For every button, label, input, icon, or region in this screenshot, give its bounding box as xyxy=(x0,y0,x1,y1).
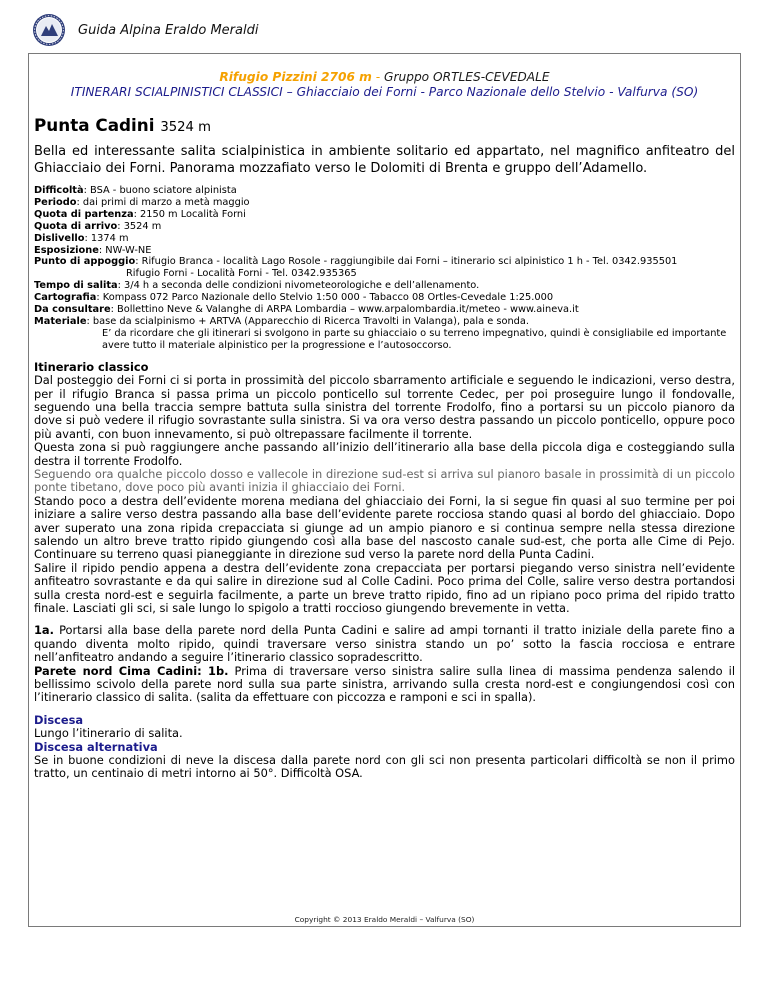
page-header xyxy=(32,12,258,48)
route-title xyxy=(34,114,735,139)
fact-gear-note: E’ da ricordare che gli itinerari si svolgono in parte su ghiacciaio o su terreno impegnativo, quindi è consigliabile ed importante avere tutto il materiale alpinistico per la progressione e l’autosoccorso. xyxy=(102,327,727,351)
banner-separator: - xyxy=(371,70,385,84)
classic-p1: Dal posteggio dei Forni ci si porta in prossimità del piccolo sbarramento artificiale e seguendo le indicazioni, verso destra, per il rifugio Branca si passa prima un piccolo ponticello sul torrente Cedec, per poi proseguire lungo il fondovalle, seguendo una bella traccia sempre battuta sulla sinistra del torrente Frodolfo, fino a portarsi su un piccolo pianoro da dove si può vedere il rifugio sovrastante sulla sinistra. Si va ora verso destra passando un piccolo ponticello, oppure poco più avanti, con buon innevamento, si può oltrepassare facilmente il torrente. xyxy=(34,373,735,441)
descent-alt-text: Se in buone condizioni di neve la discesa dalla parete nord con gli sci non presenta particolari difficoltà se non il primo tratto, un centinaio di metri intorno ai 50°. Difficoltà OSA. xyxy=(34,753,735,781)
fact-consult: Da consultare: Bollettino Neve & Valanghe di ARPA Lombardia – www.arpalombardia.it/meteo - www.aineva.it xyxy=(34,304,579,316)
header-title: Guida Alpina Eraldo Meraldi xyxy=(78,22,259,38)
fact-support: Punto di appoggio: Rifugio Branca - località Lago Rosole - raggiungibile dai Forni – itinerario sci alpinistico 1 h - Tel. 0342.935501 xyxy=(34,256,678,268)
route-intro: Bella ed interessante salita scialpinistica in ambiente solitario ed appartato, nel magnifico anfiteatro del Ghiacciaio dei Forni. Panorama mozzafiato verso le Dolomiti di Brenta e gruppo dell’Adamello. xyxy=(34,144,735,176)
banner-line xyxy=(29,70,740,84)
fact-arrival: Quota di arrivo: 3524 m xyxy=(34,220,162,232)
fact-time: Tempo di salita: 3/4 h a seconda delle condizioni nivometeorologiche e dell’allenamento. xyxy=(34,280,480,292)
copyright: Copyright © 2013 Eraldo Meraldi – Valfurva (SO) xyxy=(294,915,475,924)
classic-itinerary xyxy=(34,361,735,616)
variant-1a: 1a. Portarsi alla base della parete nord della Punta Cadini e salire ad ampi tornanti il tratto iniziale della parete fino a quando diventa molto ripido, quindi traversare verso sinistra stando un po’ sotto la fascia rocciosa e entrare nell’anfiteatro andando a seguire l’itinerario classico sopradescritto. xyxy=(34,623,735,665)
content xyxy=(34,114,735,781)
route-facts xyxy=(34,185,735,352)
refuge-name: Rifugio Pizzini 2706 m xyxy=(219,70,372,84)
fact-gain: Dislivello: 1374 m xyxy=(34,232,129,244)
fact-period: Periodo: dai primi di marzo a metà maggio xyxy=(34,196,250,208)
classic-p4: Stando poco a destra dell’evidente morena mediana del ghiacciaio dei Forni, la si segue fin quasi al suo termine per poi iniziare a salire verso destra passando alla base dell’evidente parete rocciosa stando quasi al bordo del ghiacciaio. Dopo aver superato una zona ripida crepacciata si giunge ad un ampio pianoro e si continua sempre nella stessa direzione salendo un altro breve tratto ripido giungendo così alla base del nascosto canale sud-est, che porta alle Cime di Pejo. Continuare su terreno quasi pianeggiante in direzione sud verso la parete nord della Punta Cadini. xyxy=(34,493,735,562)
fact-gear: Materiale: base da scialpinismo + ARTVA (Apparecchio di Ricerca Travolti in Valanga), pala e sonda. xyxy=(34,315,530,327)
fact-start: Quota di partenza: 2150 m Località Forni xyxy=(34,208,246,220)
route-name: Punta Cadini xyxy=(34,115,155,135)
descent-heading: Discesa xyxy=(34,712,84,727)
descent xyxy=(34,714,735,781)
classic-heading: Itinerario classico xyxy=(34,359,149,374)
mountain-group: Gruppo ORTLES-CEVEDALE xyxy=(384,70,550,84)
fact-maps: Cartografia: Kompass 072 Parco Nazionale dello Stelvio 1:50 000 - Tabacco 08 Ortles-Cevedale 1:25.000 xyxy=(34,292,554,304)
variant-1b: Parete nord Cima Cadini: 1b. Prima di traversare verso sinistra salire sulla linea di massima pendenza salendo il bellissimo scivolo della parete nord sulla sua parte sinistra, arrivando sulla cresta nord-est e congiungendosi così con l’itinerario classico di salita. (salita da effettuare con piccozza e ramponi e sci in spalla). xyxy=(34,663,735,705)
alpine-guide-logo xyxy=(32,13,66,47)
variants xyxy=(34,624,735,704)
classic-p5: Salire il ripido pendio appena a destra dell’evidente zona crepacciata per portarsi piegando verso sinistra nell’evidente anfiteatro sovrastante e da qui salire in direzione sud al Colle Cadini. Poco prima del Colle, salire verso destra portandosi sulla cresta nord-est e seguirla facilmente, a parte un breve tratto ripido, fino ad un ripiano poco prima del ripido tratto finale. Lasciati gli sci, si sale lungo lo spigolo a tratti roccioso giungendo brevemente in vetta. xyxy=(34,560,735,615)
fact-difficulty: Difficoltà: BSA - buono sciatore alpinista xyxy=(34,185,237,196)
route-altitude: 3524 m xyxy=(160,120,211,135)
fact-support-2: Rifugio Forni - Località Forni - Tel. 0342.935365 xyxy=(126,268,357,280)
descent-text: Lungo l’itinerario di salita. xyxy=(34,726,183,741)
route-sheet xyxy=(28,53,741,927)
classic-p3: Seguendo ora qualche piccolo dosso e vallecole in direzione sud-est si arriva sul pianoro basale in prossimità di un piccolo ponte tibetano, dove poco più avanti inizia il ghiacciaio dei Forni. xyxy=(34,466,735,495)
banner-subtitle: ITINERARI SCIALPINISTICI CLASSICI – Ghiacciaio dei Forni - Parco Nazionale dello Stelvio - Valfurva (SO) xyxy=(70,85,699,99)
classic-p2: Questa zona si può raggiungere anche passando all’inizio dell’itinerario alla base della piccola diga e costeggiando sulla destra il torrente Frodolfo. xyxy=(34,440,735,468)
descent-alt-heading: Discesa alternativa xyxy=(34,739,158,754)
fact-exposure: Esposizione: NW-W-NE xyxy=(34,244,152,256)
